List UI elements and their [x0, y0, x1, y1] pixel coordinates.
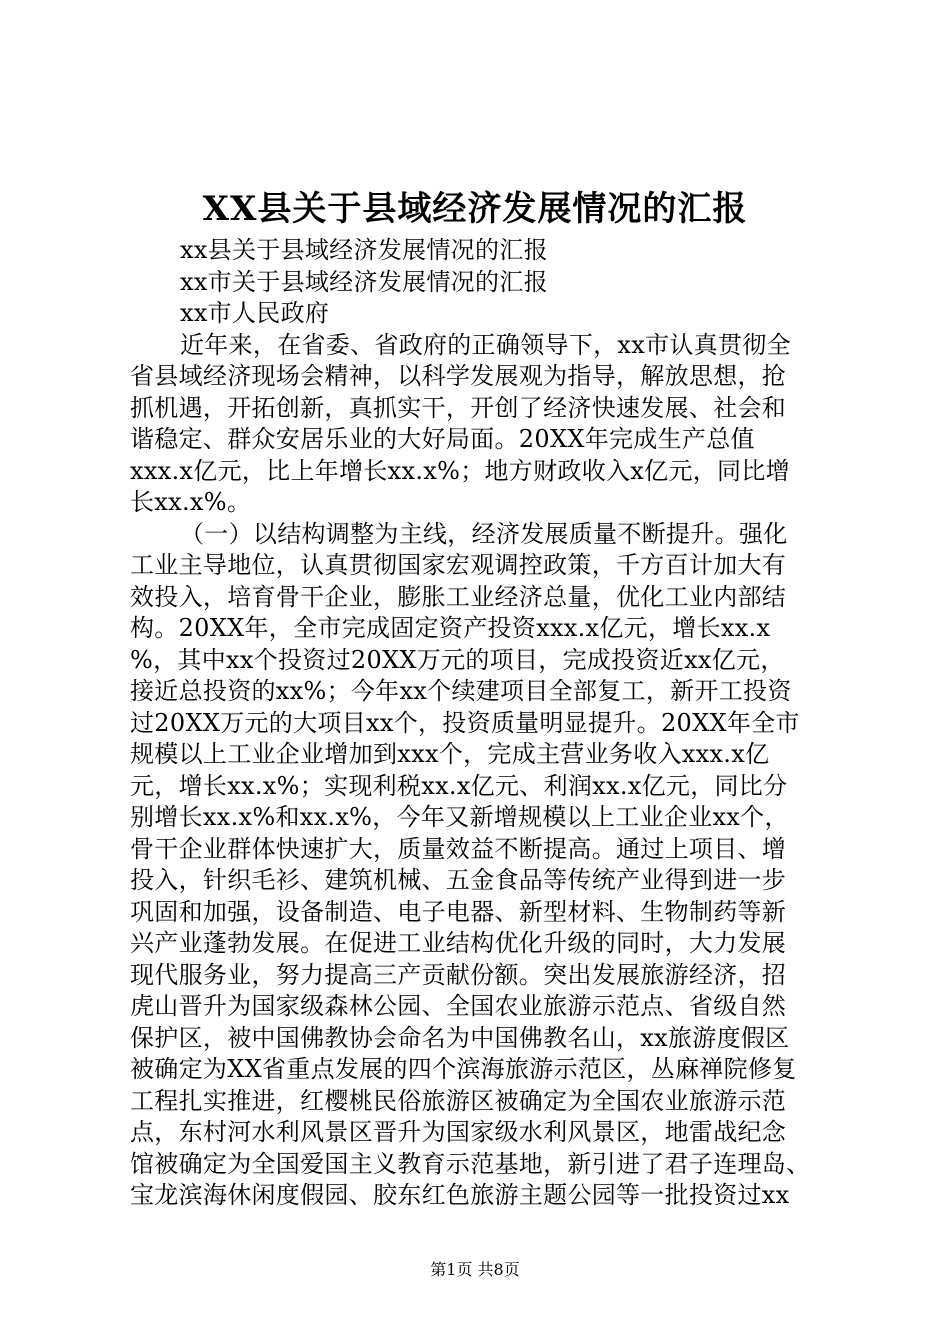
paragraph-2-line: 虎山晋升为国家级森林公园、全国农业旅游示范点、省级自然	[130, 992, 787, 1020]
subtitle-line-2: xx市关于县域经济发展情况的汇报	[180, 267, 548, 296]
paragraph-2-line: %，其中xx个投资过20XX万元的项目，完成投资近xx亿元，	[130, 645, 785, 674]
paragraph-2-line: 巩固和加强，设备制造、电子电器、新型材料、生物制药等新	[130, 897, 787, 926]
paragraph-1-line: 抓机遇，开拓创新，真抓实干，开创了经济快速发展、社会和	[130, 393, 787, 422]
paragraph-2-line: 别增长xx.x%和xx.x%，今年又新增规模以上工业企业xx个，	[130, 803, 789, 831]
paragraph-2-line: 过20XX万元的大项目xx个，投资质量明显提升。20XX年全市	[130, 708, 800, 737]
paragraph-1-line: 近年来，在省委、省政府的正确领导下，xx市认真贯彻全	[180, 330, 791, 359]
paragraph-2-line: 工业主导地位，认真贯彻国家宏观调控政策，千方百计加大有	[130, 551, 787, 579]
page-number-footer: 第1页 共8页	[430, 1260, 520, 1279]
paragraph-2-line: 点，东村河水利风景区晋升为国家级水利风景区，地雷战纪念	[130, 1118, 787, 1146]
paragraph-2-line: 骨干企业群体快速扩大，质量效益不断提高。通过上项目、增	[130, 834, 787, 863]
paragraph-2-line: 馆被确定为全国爱国主义教育示范基地，新引进了君子连理岛、	[130, 1149, 811, 1178]
paragraph-2-line: 投入，针织毛衫、建筑机械、五金食品等传统产业得到进一步	[130, 866, 787, 894]
paragraph-1-line: 省县域经济现场会精神，以科学发展观为指导，解放思想，抢	[130, 362, 787, 390]
paragraph-2-line: 被确定为XX省重点发展的四个滨海旅游示范区，丛麻禅院修复	[130, 1055, 797, 1083]
subtitle-line-1: xx县关于县域经济发展情况的汇报	[180, 236, 548, 264]
paragraph-2-line: 效投入，培育骨干企业，膨胀工业经济总量，优化工业内部结	[130, 582, 787, 611]
paragraph-2-line: 接近总投资的xx%；今年xx个续建项目全部复工，新开工投资	[130, 677, 792, 705]
paragraph-2-line: 宝龙滨海休闲度假园、胶东红色旅游主题公园等一批投资过xx	[130, 1181, 790, 1209]
paragraph-1-line: xxx.x亿元，比上年增长xx.x%；地方财政收入x亿元，同比增	[130, 456, 790, 485]
paragraph-2-line: 兴产业蓬勃发展。在促进工业结构优化升级的同时，大力发展	[130, 929, 787, 957]
document-title: XX县关于县域经济发展情况的汇报	[202, 189, 748, 229]
issuer-line: xx市人民政府	[180, 299, 330, 327]
paragraph-2-line: 元，增长xx.x%；实现利税xx.x亿元、利润xx.x亿元，同比分	[130, 771, 788, 800]
paragraph-2-line: 规模以上工业企业增加到xxx个，完成主营业务收入xxx.x亿	[130, 740, 770, 768]
paragraph-2-line: 现代服务业，努力提高三产贡献份额。突出发展旅游经济，招	[130, 960, 787, 989]
paragraph-2-line: 构。20XX年，全市完成固定资产投资xxx.x亿元，增长xx.x	[130, 614, 771, 642]
paragraph-1-line: 谐稳定、群众安居乐业的大好局面。20XX年完成生产总值	[130, 425, 755, 453]
paragraph-2-line: 保护区，被中国佛教协会命名为中国佛教名山，xx旅游度假区	[130, 1023, 790, 1052]
paragraph-1-line: 长xx.x%。	[130, 488, 252, 516]
paragraph-2-line: （一）以结构调整为主线，经济发展质量不断提升。强化	[180, 519, 788, 548]
document-body	[130, 235, 830, 1212]
paragraph-2-line: 工程扎实推进，红樱桃民俗旅游区被确定为全国农业旅游示范	[130, 1086, 787, 1115]
